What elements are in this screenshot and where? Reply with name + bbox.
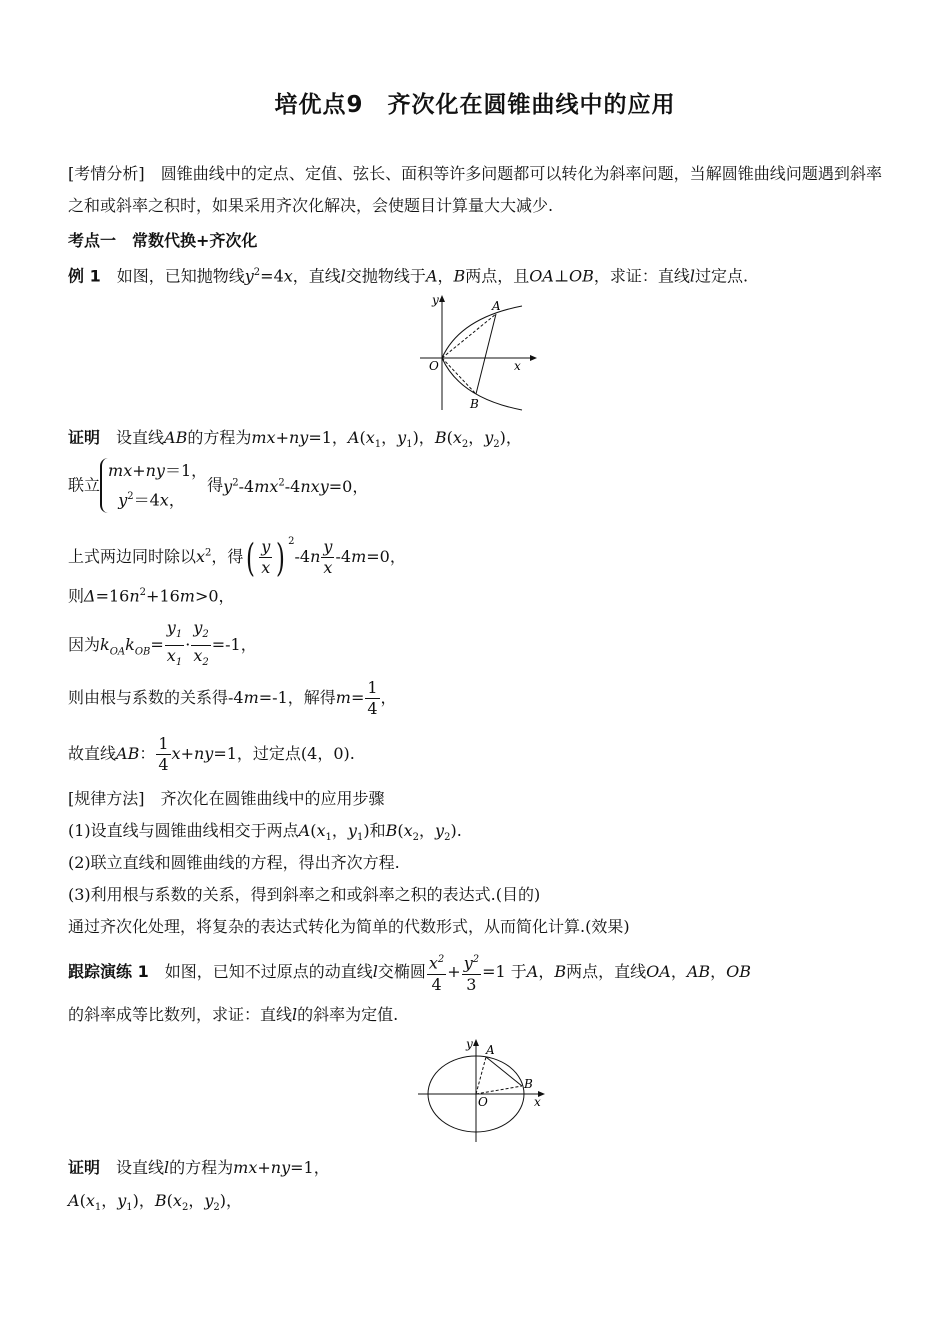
section-heading: 考点一 常数代换+齐次化 — [68, 231, 258, 250]
practice-text: 交椭圆 — [377, 962, 426, 981]
method-text: 齐次化在圆锥曲线中的应用步骤 — [144, 789, 385, 808]
proof-text: 则 — [68, 586, 85, 606]
analysis-text: 圆锥曲线中的定点、定值、弦长、面积等许多问题都可以转化为斜率问题，当解圆锥曲线问题遇到斜率之和或斜率之积时，如果采用齐次化解决，会使题目计算量大大减少. — [68, 164, 882, 215]
segment-ob — [476, 1086, 522, 1094]
y-axis-arrow — [439, 295, 445, 302]
proof-text: 故直线 — [68, 744, 117, 763]
proof-text: +16 — [146, 586, 180, 606]
method-effect: 通过齐次化处理，将复杂的表达式转化为简单的代数形式，从而简化计算.(效果) — [68, 917, 630, 936]
example-text: 交抛物线于 — [345, 266, 426, 286]
proof2-line-1: 证明 设直线l的方程为mx+ny=1， — [68, 1158, 330, 1177]
proof2-label: 证明 — [68, 1158, 101, 1177]
proof-text: =1，过定点(4，0). — [213, 744, 355, 763]
method-text: 和 — [369, 821, 386, 840]
point-a-label: A — [486, 1043, 495, 1057]
proof-text: =-1，解得 — [258, 688, 336, 707]
practice-label: 跟踪演练 1 — [68, 962, 149, 981]
segment-oa — [442, 314, 496, 358]
x-label: x — [534, 1095, 541, 1109]
proof-label: 证明 — [68, 428, 101, 447]
proof-line-2: 联立mx+ny＝1， $y^2=4x$，得$y^2-4mx^2-4nxy=0$， — [68, 458, 368, 513]
analysis-tag: [考情分析] — [68, 164, 145, 183]
proof-line-7: 故直线AB： $\frac{1}{4}$ x+ny=1，过定点(4，0). — [68, 734, 355, 774]
example-text: 过定点. — [695, 266, 749, 286]
example-1: 例 1 如图，已知抛物线$y^2=4x$，直线l交抛物线于A，B两点，且OA⊥OB，求证：直线l过定点. — [68, 266, 749, 286]
proof-text: 得 — [207, 475, 224, 495]
example-text: ，直线 — [292, 266, 341, 286]
method-heading — [68, 788, 385, 810]
x-label: x — [514, 359, 521, 373]
proof-text: 因为 — [68, 635, 101, 655]
parabola-figure — [410, 292, 540, 416]
proof-text: 联立 — [68, 475, 101, 495]
proof-line-3: 上式两边同时除以$x^2$，得( $\frac{y}{x}$ ) $^2$-4n $\frac{y}{x}$ -4m=0， — [68, 535, 406, 580]
proof-text: 上式两边同时除以 — [68, 547, 197, 566]
proof-line-4: 则$\Delta=16n^2+16m>0$， — [68, 586, 235, 606]
ellipse-figure — [414, 1036, 552, 1144]
analysis-paragraph — [68, 158, 882, 222]
proof-text: =0， — [366, 547, 406, 566]
proof-text: =0， — [328, 477, 369, 497]
proof-text: =16 — [95, 586, 130, 606]
proof-text: ，得 — [211, 547, 244, 566]
proof-text: >0， — [194, 586, 235, 606]
practice-text: 两点，直线 — [566, 962, 647, 981]
point-b-label: B — [524, 1077, 533, 1091]
example-text: 如图，已知抛物线 — [100, 266, 245, 286]
segment-ob — [442, 358, 476, 394]
proof2-text: ， — [226, 1191, 243, 1210]
point-a-label: A — [492, 299, 501, 313]
proof-line-5: 因为$k_{OA}k_{OB}=$ $\frac{y_1}{x_1}$ · $\frac{y_2}{x_2}$ =-1， — [68, 618, 257, 669]
proof-line-1: 证明 设直线AB的方程为mx+ny=1，$A(x_1$，$y_1$)，$B(x_2$，$y_2$)， — [68, 428, 522, 451]
line-ab — [476, 314, 496, 394]
equation-system: mx+ny＝1， $y^2=4x$， — [100, 458, 207, 513]
x-axis-arrow — [530, 355, 537, 361]
practice-line-1: 跟踪演练 1 如图，已知不过原点的动直线l交椭圆 $\frac{x^2}{4}$ + $\frac{y^2}{3}$ =1 于A，B两点，直线OA，AB，OB — [68, 950, 751, 995]
proof2-text: 的方程为 — [169, 1158, 234, 1177]
y-axis-arrow — [473, 1039, 479, 1046]
practice-text: =1 于 — [482, 962, 527, 981]
practice-text: 的斜率为定值. — [297, 1005, 399, 1024]
method-step-3: (3)利用根与系数的关系，得到斜率之和或斜率之积的表达式.(目的) — [68, 885, 541, 904]
line-ab — [486, 1057, 522, 1086]
proof-text: 则由根与系数的关系得-4 — [68, 688, 244, 707]
practice-line-2: 的斜率成等比数列，求证：直线l的斜率为定值. — [68, 1005, 399, 1024]
point-b-label: B — [470, 397, 479, 411]
method-step-1: (1)设直线与圆锥曲线相交于两点$A(x_1$，$y_1$)和$B(x_2$，$y_2$). — [68, 821, 462, 844]
proof-text: =-1， — [211, 635, 257, 655]
method-tag: [规律方法] — [68, 789, 145, 808]
example-label: 例 1 — [68, 266, 101, 286]
example-text: ，求证：直线 — [593, 266, 690, 286]
proof2-line-2: $A(x_1$，$y_1$)，$B(x_2$，$y_2$)， — [68, 1191, 243, 1214]
y-label: y — [466, 1037, 473, 1051]
segment-oa — [476, 1057, 486, 1094]
practice-text: 的斜率成等比数列，求证：直线 — [68, 1005, 293, 1024]
y-label: y — [432, 293, 439, 307]
proof2-text: 设直线 — [100, 1158, 165, 1177]
page-title: 培优点9 齐次化在圆锥曲线中的应用 — [274, 92, 676, 118]
method-text: (1)设直线与圆锥曲线相交于两点 — [68, 821, 299, 840]
example-eq: =4 — [260, 266, 284, 286]
proof2-text: =1， — [290, 1158, 330, 1177]
origin-label: O — [429, 359, 439, 373]
proof-text: =1， — [308, 428, 348, 447]
proof-text: 的方程为 — [187, 428, 252, 447]
proof-text: 设直线 — [100, 428, 165, 447]
proof-line-6: 则由根与系数的关系得-4m=-1，解得m= $\frac{1}{4}$ ， — [68, 678, 397, 718]
origin-label: O — [478, 1095, 488, 1109]
method-step-2: (2)联立直线和圆锥曲线的方程，得出齐次方程. — [68, 853, 400, 872]
practice-text: 如图，已知不过原点的动直线 — [148, 962, 373, 981]
example-text: 两点，且 — [465, 266, 530, 286]
